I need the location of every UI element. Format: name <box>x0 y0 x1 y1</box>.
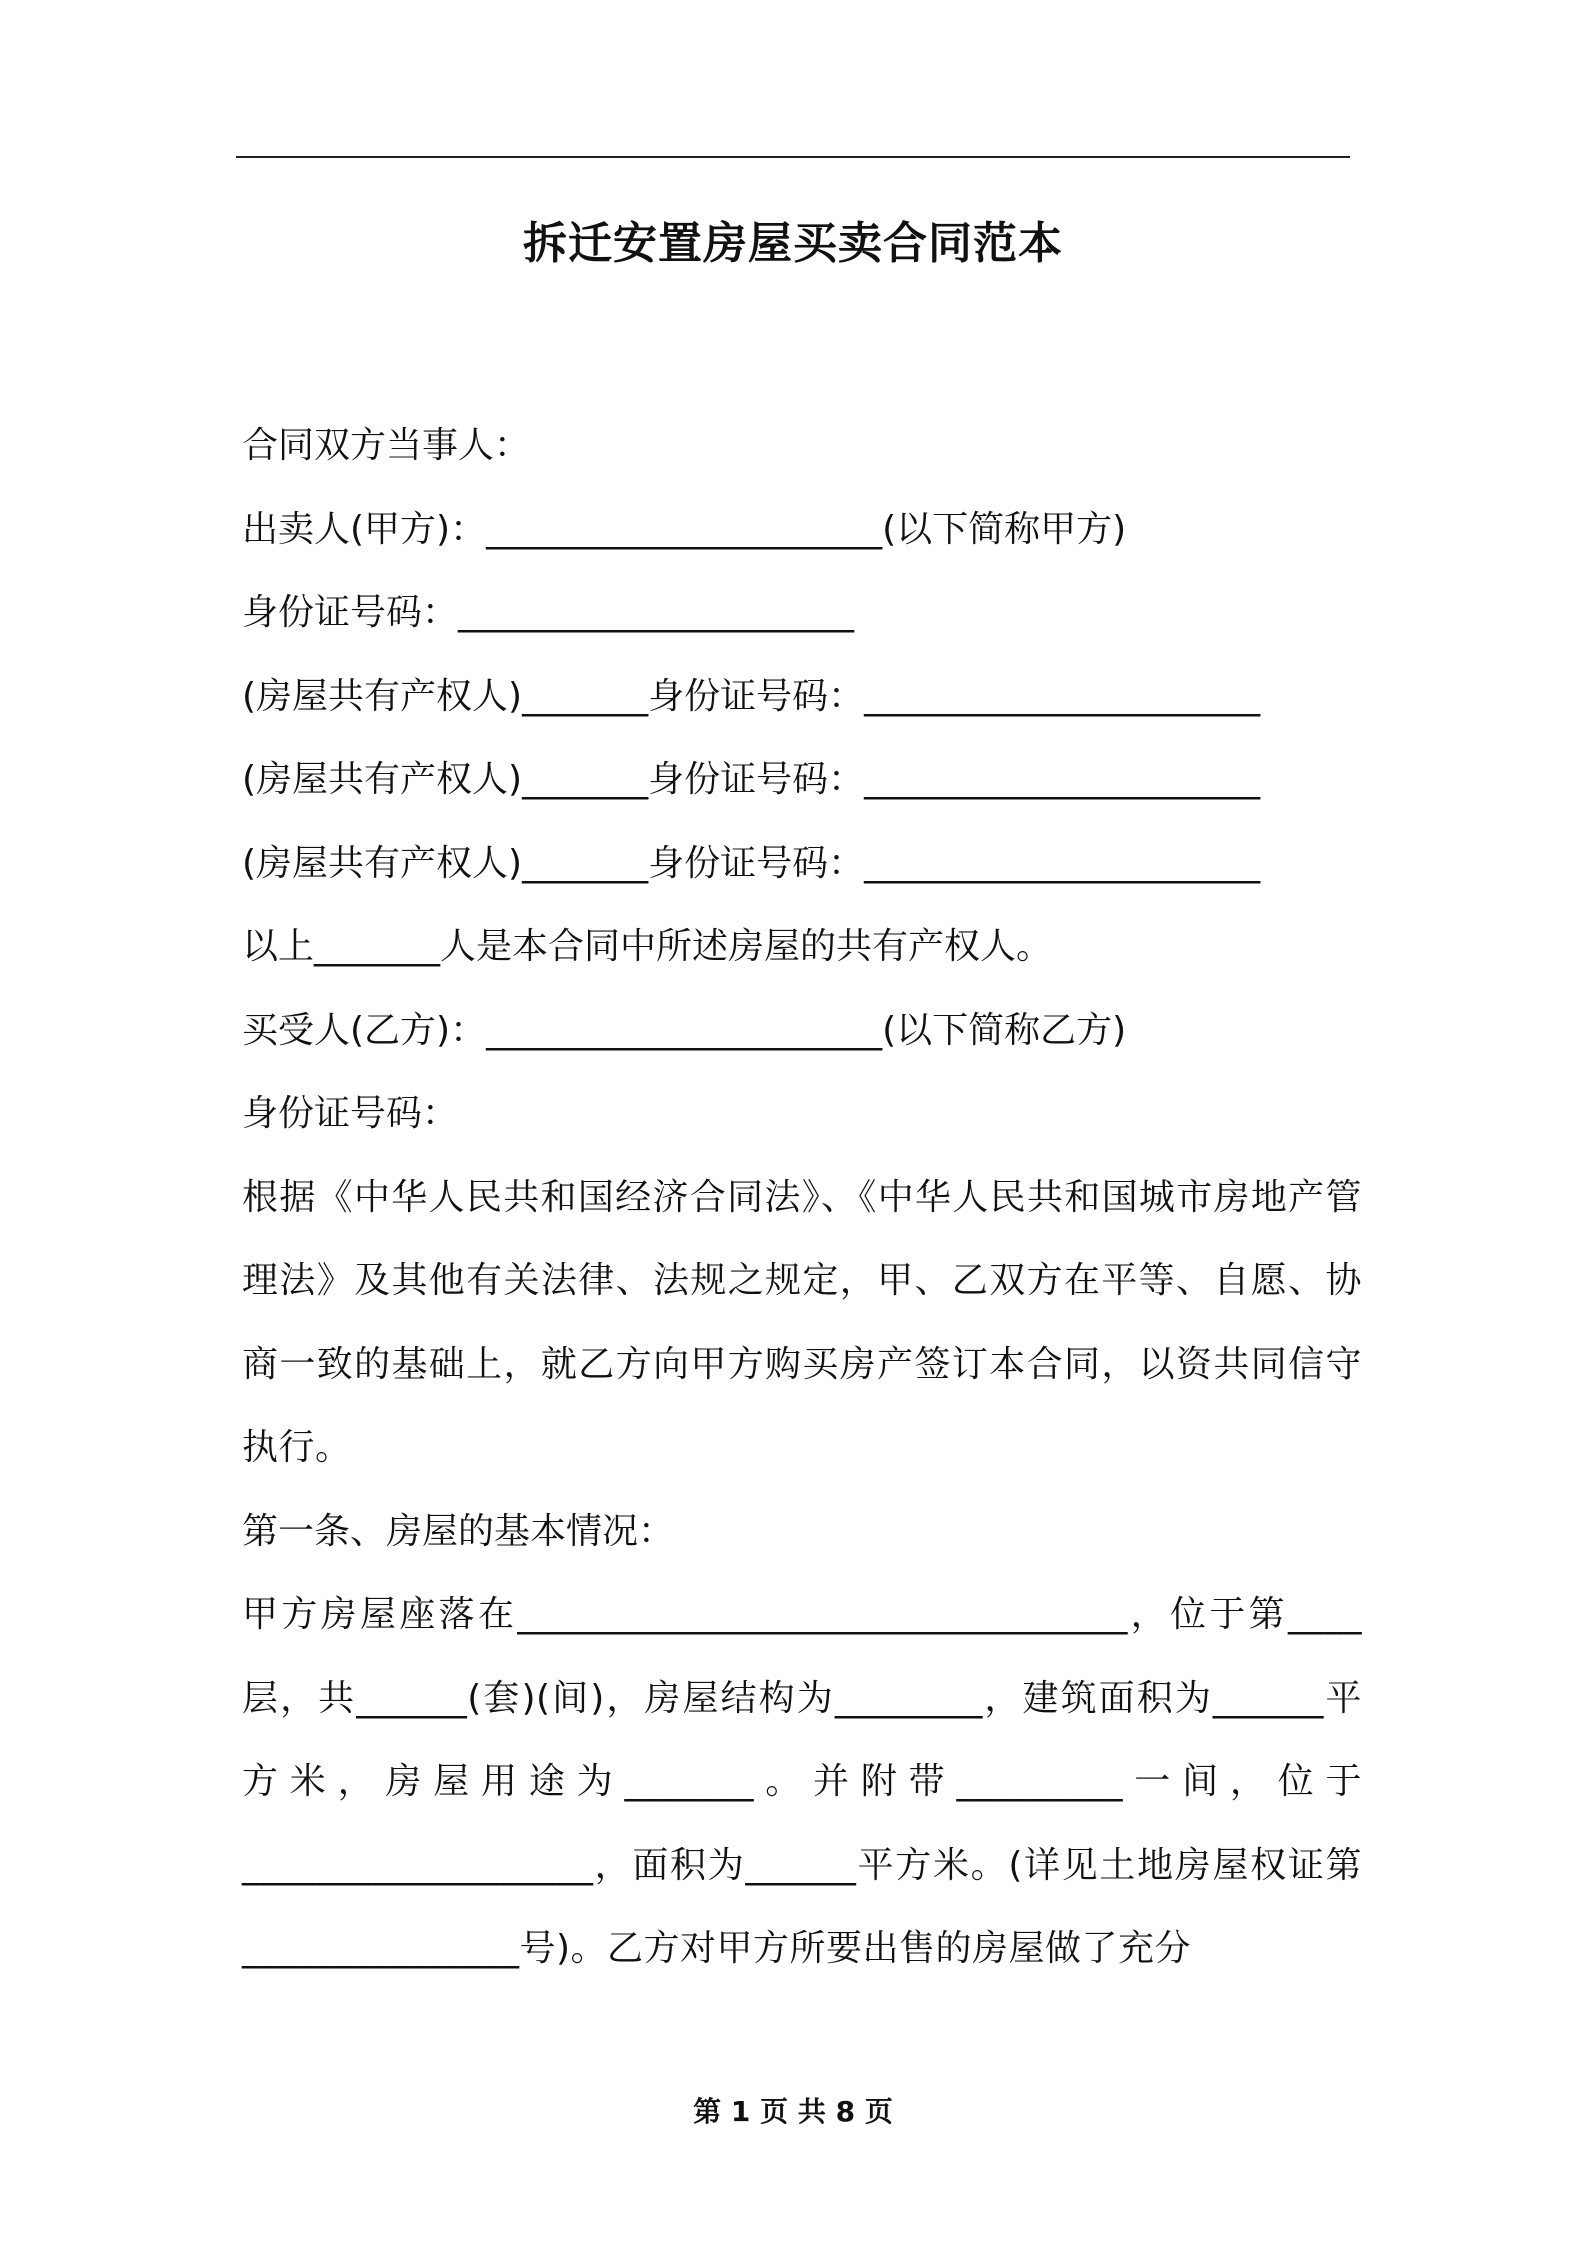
buyer-id-line: 身份证号码： <box>242 1093 459 1134</box>
buyer-line: 买受人(乙方)：______________________(以下简称乙方) <box>242 1009 1127 1051</box>
co-owner-line-2: (房屋共有产权人)_______身份证号码：______________________ <box>242 759 1261 800</box>
co-owner-line-3: (房屋共有产权人)_______身份证号码：______________________ <box>242 842 1261 884</box>
seller-line: 出卖人(甲方)：______________________(以下简称甲方) <box>242 508 1127 550</box>
legal-basis-paragraph: 根据《中华人民共和国经济合同法》、《中华人民共和国城市房地产管理法》及其他有关法律、法规之规定，甲、乙双方在平等、自愿、协商一致的基础上，就乙方向甲方购买房产签订本合同，以资共同信守执行。 <box>242 1176 1362 1468</box>
header-rule <box>236 156 1350 158</box>
parties-heading: 合同双方当事人： <box>242 425 531 466</box>
section-1-heading: 第一条、房屋的基本情况： <box>242 1510 675 1552</box>
document-title: 拆迁安置房屋买卖合同范本 <box>523 218 1063 269</box>
co-owner-count-line: 以上_______人是本合同中所述房屋的共有产权人。 <box>242 926 1053 967</box>
document-body <box>242 404 1362 1991</box>
seller-id-line: 身份证号码：______________________ <box>242 592 855 633</box>
co-owner-line-1: (房屋共有产权人)_______身份证号码：______________________ <box>242 675 1261 717</box>
property-description-paragraph: 甲方房屋座落在_________________________________，位于第____层，共______(套)(间)，房屋结构为________，建筑面积为______平方米，房屋用途为_______。并附带_________一间，位于___________________，面积为______平方米。(详见土地房屋权证第_______________号)。乙方对甲方所要出售的房屋做了充分 <box>242 1594 1362 1969</box>
page-footer: 第 1 页 共 8 页 <box>693 2095 893 2128</box>
